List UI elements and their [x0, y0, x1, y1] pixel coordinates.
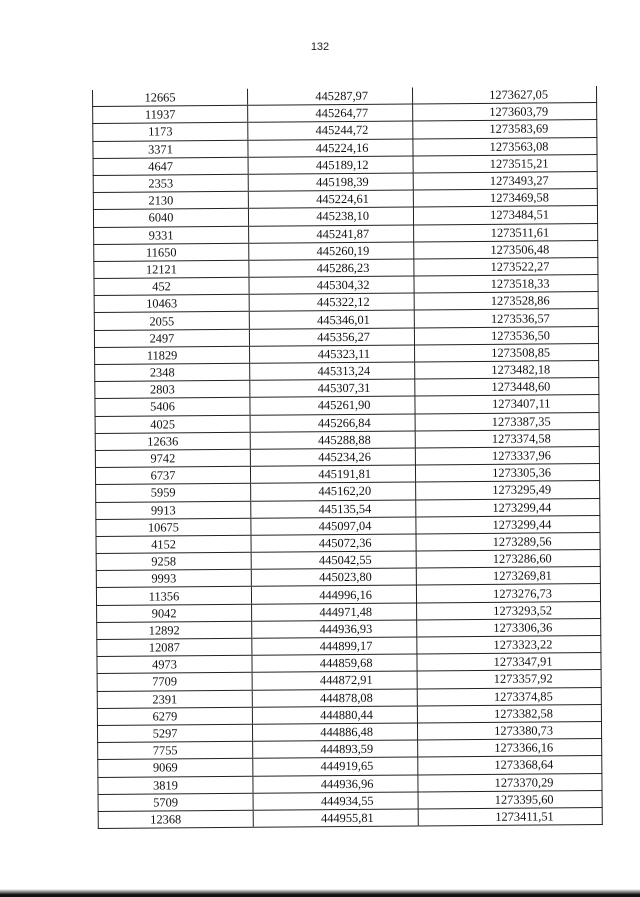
- x-coordinate-cell: 445224,61: [248, 190, 413, 208]
- coordinates-table-body: [92, 86, 602, 828]
- y-coordinate-cell: 1273411,51: [418, 807, 602, 826]
- point-id-cell: 6737: [95, 466, 250, 484]
- y-coordinate-cell: 1273508,85: [415, 343, 599, 362]
- point-id-cell: 9258: [96, 552, 251, 570]
- point-id-cell: 5297: [97, 724, 252, 742]
- x-coordinate-cell: 445191,81: [250, 465, 415, 483]
- x-coordinate-cell: 445023,80: [251, 568, 416, 586]
- y-coordinate-cell: 1273522,27: [414, 257, 598, 276]
- point-id-cell: 7709: [97, 673, 252, 691]
- x-coordinate-cell: 445304,32: [249, 276, 414, 294]
- point-id-cell: 10463: [94, 295, 249, 313]
- x-coordinate-cell: 445266,84: [250, 414, 415, 432]
- point-id-cell: 2391: [97, 690, 252, 708]
- x-coordinate-cell: 445241,87: [249, 224, 414, 242]
- y-coordinate-cell: 1273603,79: [413, 103, 597, 122]
- point-id-cell: 6040: [93, 209, 248, 227]
- point-id-cell: 9742: [95, 449, 250, 467]
- point-id-cell: 12892: [97, 621, 252, 639]
- point-id-cell: 9069: [98, 759, 253, 777]
- point-id-cell: 7755: [98, 741, 253, 759]
- point-id-cell: 2055: [94, 312, 249, 330]
- x-coordinate-cell: 445135,54: [251, 499, 416, 517]
- y-coordinate-cell: 1273276,73: [416, 584, 600, 603]
- x-coordinate-cell: 445224,16: [248, 139, 413, 157]
- y-coordinate-cell: 1273374,58: [415, 429, 599, 448]
- y-coordinate-cell: 1273382,58: [417, 704, 601, 723]
- x-coordinate-cell: 445286,23: [249, 259, 414, 277]
- x-coordinate-cell: 445244,72: [248, 121, 413, 139]
- x-coordinate-cell: 444880,44: [252, 706, 417, 724]
- point-id-cell: 9042: [97, 604, 252, 622]
- y-coordinate-cell: 1273627,05: [412, 86, 596, 104]
- point-id-cell: 11937: [93, 105, 248, 123]
- point-id-cell: 2353: [93, 174, 248, 192]
- table-row: [98, 807, 602, 828]
- point-id-cell: 12368: [98, 810, 253, 828]
- x-coordinate-cell: 444878,08: [252, 689, 417, 707]
- y-coordinate-cell: 1273395,60: [418, 790, 602, 809]
- y-coordinate-cell: 1273366,16: [418, 739, 602, 758]
- y-coordinate-cell: 1273448,60: [415, 378, 599, 397]
- point-id-cell: 11650: [94, 243, 249, 261]
- y-coordinate-cell: 1273337,96: [415, 446, 599, 465]
- point-id-cell: 9913: [96, 501, 251, 519]
- y-coordinate-cell: 1273374,85: [417, 687, 601, 706]
- point-id-cell: 5959: [96, 484, 251, 502]
- x-coordinate-cell: 445162,20: [251, 482, 416, 500]
- x-coordinate-cell: 445287,97: [247, 87, 412, 105]
- y-coordinate-cell: 1273269,81: [416, 567, 600, 586]
- x-coordinate-cell: 445313,24: [250, 362, 415, 380]
- y-coordinate-cell: 1273583,69: [413, 120, 597, 139]
- point-id-cell: 6279: [97, 707, 252, 725]
- y-coordinate-cell: 1273286,60: [416, 550, 600, 569]
- y-coordinate-cell: 1273511,61: [414, 223, 598, 242]
- x-coordinate-cell: 445323,11: [250, 345, 415, 363]
- y-coordinate-cell: 1273484,51: [413, 206, 597, 225]
- point-id-cell: 4025: [95, 415, 250, 433]
- x-coordinate-cell: 444859,68: [252, 654, 417, 672]
- point-id-cell: 3819: [98, 776, 253, 794]
- x-coordinate-cell: 444893,59: [253, 740, 418, 758]
- x-coordinate-cell: 444996,16: [251, 585, 416, 603]
- x-coordinate-cell: 445264,77: [248, 104, 413, 122]
- point-id-cell: 5406: [95, 398, 250, 416]
- y-coordinate-cell: 1273380,73: [417, 721, 601, 740]
- point-id-cell: 4152: [96, 535, 251, 553]
- x-coordinate-cell: 445072,36: [251, 534, 416, 552]
- y-coordinate-cell: 1273306,36: [417, 618, 601, 637]
- y-coordinate-cell: 1273289,56: [416, 532, 600, 551]
- x-coordinate-cell: 445198,39: [248, 173, 413, 191]
- point-id-cell: 12087: [97, 638, 252, 656]
- point-id-cell: 4647: [93, 157, 248, 175]
- point-id-cell: 2497: [94, 329, 249, 347]
- point-id-cell: 3371: [93, 140, 248, 158]
- y-coordinate-cell: 1273368,64: [418, 756, 602, 775]
- x-coordinate-cell: 444886,48: [252, 723, 417, 741]
- point-id-cell: 10675: [96, 518, 251, 536]
- x-coordinate-cell: 445042,55: [251, 551, 416, 569]
- y-coordinate-cell: 1273518,33: [414, 275, 598, 294]
- point-id-cell: 11829: [95, 346, 250, 364]
- x-coordinate-cell: 445234,26: [250, 448, 415, 466]
- y-coordinate-cell: 1273506,48: [414, 240, 598, 259]
- x-coordinate-cell: 444936,96: [253, 774, 418, 792]
- point-id-cell: 12121: [94, 260, 249, 278]
- x-coordinate-cell: 444936,93: [252, 620, 417, 638]
- x-coordinate-cell: 444872,91: [252, 671, 417, 689]
- y-coordinate-cell: 1273347,91: [417, 653, 601, 672]
- x-coordinate-cell: 445322,12: [249, 293, 414, 311]
- x-coordinate-cell: 445097,04: [251, 517, 416, 535]
- y-coordinate-cell: 1273563,08: [413, 137, 597, 156]
- y-coordinate-cell: 1273515,21: [413, 154, 597, 173]
- point-id-cell: 12665: [92, 89, 247, 107]
- y-coordinate-cell: 1273295,49: [416, 481, 600, 500]
- x-coordinate-cell: 445346,01: [249, 310, 414, 328]
- point-id-cell: 12636: [95, 432, 250, 450]
- point-id-cell: 2348: [95, 363, 250, 381]
- y-coordinate-cell: 1273357,92: [417, 670, 601, 689]
- y-coordinate-cell: 1273407,11: [415, 395, 599, 414]
- x-coordinate-cell: 444899,17: [252, 637, 417, 655]
- x-coordinate-cell: 445261,90: [250, 396, 415, 414]
- y-coordinate-cell: 1273493,27: [413, 171, 597, 190]
- y-coordinate-cell: 1273299,44: [416, 498, 600, 517]
- y-coordinate-cell: 1273299,44: [416, 515, 600, 534]
- point-id-cell: 9331: [94, 226, 249, 244]
- scan-edge: [0, 889, 640, 897]
- y-coordinate-cell: 1273370,29: [418, 773, 602, 792]
- y-coordinate-cell: 1273482,18: [415, 361, 599, 380]
- y-coordinate-cell: 1273293,52: [417, 601, 601, 620]
- y-coordinate-cell: 1273536,50: [414, 326, 598, 345]
- point-id-cell: 4973: [97, 655, 252, 673]
- point-id-cell: 2130: [93, 191, 248, 209]
- x-coordinate-cell: 444955,81: [253, 809, 418, 827]
- x-coordinate-cell: 444971,48: [252, 603, 417, 621]
- x-coordinate-cell: 444919,65: [253, 757, 418, 775]
- point-id-cell: 9993: [96, 570, 251, 588]
- x-coordinate-cell: 445307,31: [250, 379, 415, 397]
- x-coordinate-cell: 444934,55: [253, 792, 418, 810]
- y-coordinate-cell: 1273305,36: [415, 464, 599, 483]
- y-coordinate-cell: 1273469,58: [413, 189, 597, 208]
- x-coordinate-cell: 445288,88: [250, 431, 415, 449]
- x-coordinate-cell: 445356,27: [249, 328, 414, 346]
- x-coordinate-cell: 445238,10: [248, 207, 413, 225]
- coordinates-table-wrapper: [92, 86, 602, 829]
- point-id-cell: 11356: [96, 587, 251, 605]
- point-id-cell: 5709: [98, 793, 253, 811]
- y-coordinate-cell: 1273323,22: [417, 636, 601, 655]
- x-coordinate-cell: 445189,12: [248, 156, 413, 174]
- coordinates-table: [92, 86, 603, 829]
- x-coordinate-cell: 445260,19: [249, 242, 414, 260]
- point-id-cell: 452: [94, 277, 249, 295]
- page-number: 132: [310, 41, 330, 53]
- point-id-cell: 2803: [95, 380, 250, 398]
- y-coordinate-cell: 1273387,35: [415, 412, 599, 431]
- y-coordinate-cell: 1273536,57: [414, 309, 598, 328]
- point-id-cell: 1173: [93, 123, 248, 141]
- y-coordinate-cell: 1273528,86: [414, 292, 598, 311]
